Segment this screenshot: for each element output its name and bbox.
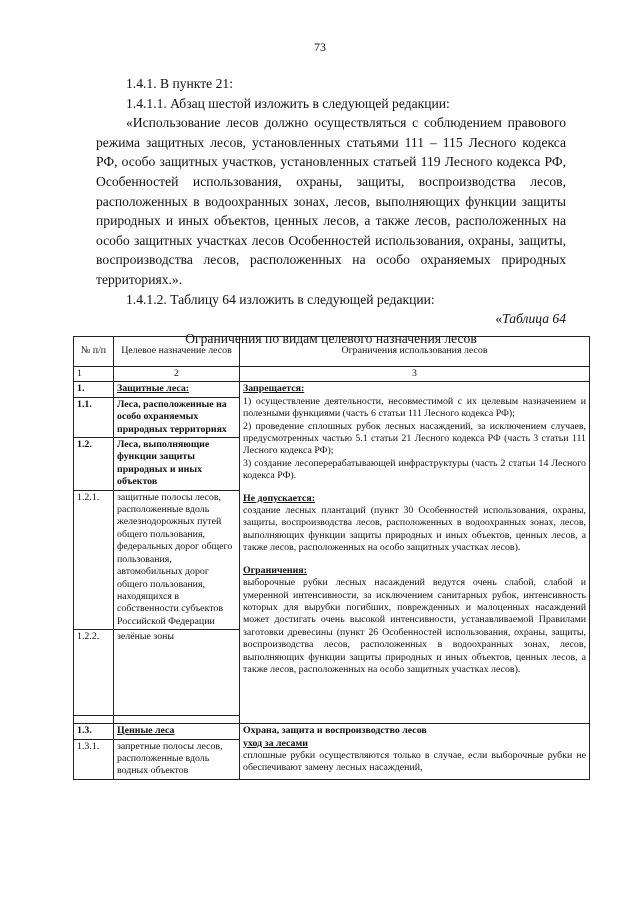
header-purpose: Целевое назначение лесов [114, 337, 240, 367]
header-restrictions: Ограничения использования лесов [240, 337, 590, 367]
prohibited-item-1: 1) осуществление деятельности, несовместимой с их целевым назначением и полезными функциями (часть 6 статьи 111 Лесного кодекса РФ); [243, 395, 586, 420]
paragraph-3: «Использование лесов должно осуществляться с соблюдением правового режима защитных лесов, установленных статьями 111 – 115 Лесного кодекса РФ, особо защитных участков, установленных статьей 119 Лесного кодекса РФ, Особенностей использования, охраны, защиты, воспроизводства лесов, расположенных в водоохранных зонах, лесов, выполняющих функции защиты природных и иных объектов, ценных лесов, а также лесов, расположенных на особо защитных участках лесов Особенностей использования, охраны, защиты, воспроизводства лесов, расположенных на особо охраняемых природных территориях.». [96, 115, 566, 287]
care-text: сплошные рубки осуществляются только в случае, если выборочные рубки не обеспечивают замену лесных насаждений, [243, 749, 586, 774]
paragraph-4: 1.4.1.2. Таблицу 64 изложить в следующей редакции: [126, 291, 435, 307]
row-number: 1.3.1. [74, 739, 114, 779]
row-number: 1. [74, 382, 114, 397]
not-allowed-text: создание лесных плантаций (пункт 30 Особенностей использования, охраны, защиты, воспроизводства лесов, расположенных в водоохранных зонах, лесов, выполняющих функции защиты природных и иных объектов, ценных лесов, а также лесов, расположенных на особо защитных участках лесов). [243, 505, 586, 554]
col-number-2: 2 [114, 367, 240, 382]
table-column-numbers-row [74, 367, 590, 382]
col-number-3: 3 [240, 367, 590, 382]
paragraph-1: 1.4.1. В пункте 21: [126, 76, 233, 91]
table-reference [96, 309, 566, 329]
not-allowed-title: Не допускается: [243, 492, 316, 504]
protection-title: Охрана, защита и воспроизводство лесов [243, 725, 427, 737]
limits-title: Ограничения: [243, 564, 307, 576]
col-number-1: 1 [74, 367, 114, 382]
row-number: 1.1. [74, 397, 114, 437]
row-purpose: Ценные леса [114, 724, 240, 739]
restrictions-table [73, 336, 590, 780]
care-title: уход за лесами [243, 737, 308, 749]
row-purpose: Защитные леса: [114, 382, 240, 397]
table-caption: Ограничения по видам целевого назначения лесов [185, 330, 477, 346]
table-row [74, 382, 590, 397]
restrictions-cell [240, 382, 590, 724]
row-number: 1.2.2. [74, 630, 114, 716]
row-purpose: зелёные зоны [114, 630, 240, 716]
paragraph-2: 1.4.1.1. Абзац шестой изложить в следующей редакции: [126, 95, 450, 111]
row-number: 1.2. [74, 438, 114, 491]
table-reference-quote: « [495, 311, 503, 327]
row-purpose: запретные полосы лесов, расположенные вдоль водных объектов [114, 739, 240, 779]
header-number: № п/п [74, 337, 114, 367]
table-header-row [74, 337, 590, 367]
prohibited-item-2: 2) проведение сплошных рубок лесных насаждений, за исключением случаев, предусмотренных частью 5.1 статьи 21 Лесного кодекса РФ (часть 3 статьи 111 Лесного кодекса РФ); [243, 420, 586, 457]
row-number: 1.2.1. [74, 490, 114, 629]
row-number: 1.3. [74, 724, 114, 739]
table-reference-label: Таблица 64 [502, 311, 566, 327]
row-purpose: защитные полосы лесов, расположенные вдоль железнодорожных путей общего пользования, федеральных дорог общего пользования, автомобильных дорог общего пользования, находящихся в собственности субъектов Российской Федерации [114, 490, 240, 629]
prohibited-item-3: 3) создание лесоперерабатывающей инфраструктуры (часть 2 статьи 14 Лесного кодекса РФ). [243, 457, 586, 482]
row-purpose: Леса, выполняющие функции защиты природных и иных объектов [114, 438, 240, 491]
prohibited-title: Запрещается: [243, 383, 305, 395]
table-row [74, 724, 590, 739]
limits-text: выборочные рубки лесных насаждений ведутся очень слабой, слабой и умеренной интенсивности, за исключением санитарных рубок, интенсивность которых для вырубки погибших, поврежденных и малоценных насаждений может достигать очень высокой интенсивности, устанавливаемой Правилами заготовки древесины (пункт 26 Особенностей использования, охраны, защиты, воспроизводства лесов, расположенных в водоохранных зонах, лесов, выполняющих функции защиты природных и иных объектов, ценных лесов, а также лесов, расположенных на особо защитных участках лесов). [243, 577, 586, 675]
page-number: 73 [314, 40, 326, 54]
protection-cell [240, 724, 590, 780]
row-purpose: Леса, расположенные на особо охраняемых природных территориях [114, 397, 240, 437]
body-text [96, 74, 566, 348]
